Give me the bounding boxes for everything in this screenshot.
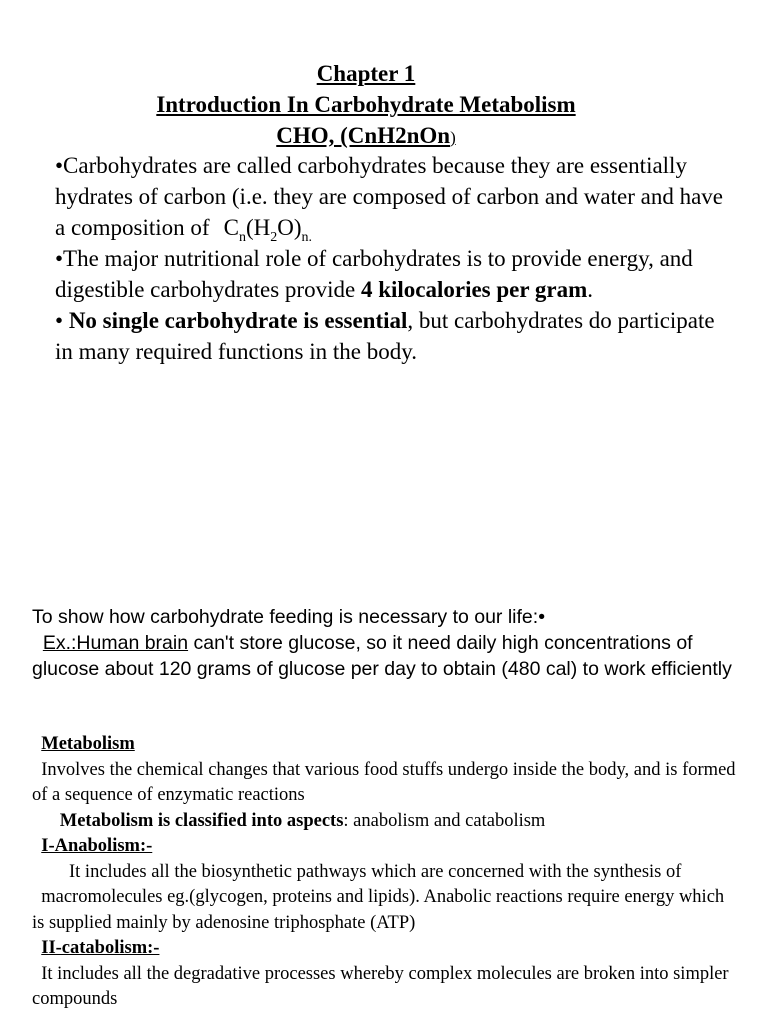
- formula-sub-n-end: n.: [301, 230, 312, 245]
- feeding-section: [32, 604, 732, 682]
- example-label: Ex.:Human brain: [42, 632, 189, 654]
- bullet-3-bold: No single carbohydrate is essential: [68, 308, 408, 333]
- chapter-heading: Chapter 1: [316, 61, 416, 86]
- bullet-not-essential: [55, 305, 725, 367]
- example-text: can't store glucose, so it need daily high concentrations of glucose about 120 grams of glucose per day to obtain (480 cal) to work efficiently: [32, 632, 732, 680]
- bullet-2-bold: 4 kilocalories per gram: [360, 277, 588, 302]
- feeding-example: [32, 630, 732, 682]
- classification-text: : anabolism and catabolism: [343, 810, 546, 831]
- formula-sub-2: 2: [270, 230, 278, 245]
- bullet-2-end: .: [587, 277, 594, 302]
- bullet-section: [55, 150, 725, 367]
- bullet-1-text: •Carbohydrates are called carbohydrates because they are essentially hydrates of carbon (i.e. they are composed of carbon and water and have a composition of: [55, 153, 723, 240]
- anabolism-heading: I-Anabolism:-: [41, 836, 153, 856]
- formula-o: O): [277, 215, 302, 240]
- bullet-nutritional-role: [55, 243, 725, 305]
- feeding-intro: To show how carbohydrate feeding is necessary to our life:•: [32, 606, 546, 628]
- bullet-2-text: •The major nutritional role of carbohydrates is to provide energy, and digestible carbohydrates provide: [55, 246, 693, 302]
- bullet-3-prefix: •: [55, 308, 69, 333]
- metabolism-classification: [32, 809, 737, 835]
- formula-sub-n: n: [238, 230, 246, 245]
- formula-c: C: [223, 215, 239, 240]
- classification-bold: Metabolism is classified into aspects: [59, 810, 344, 831]
- anabolism-line-2: macromolecules eg.(glycogen, proteins and lipids). Anabolic reactions require energy which is supplied mainly by adenosine triphosphate (ATP): [32, 887, 725, 933]
- metabolism-section: [32, 732, 737, 1013]
- metabolism-definition: Involves the chemical changes that various food stuffs undergo inside the body, and is formed of a sequence of enzymatic reactions: [32, 759, 736, 805]
- formula-heading-close: ): [450, 128, 456, 147]
- anabolism-line-1: It includes all the biosynthetic pathways which are concerned with the synthesis of: [69, 861, 682, 882]
- bullet-3-text: , but carbohydrates do participate in many required functions in the body.: [55, 308, 715, 364]
- catabolism-line-1: It includes all the degradative processes whereby complex molecules are broken into simpler compounds: [32, 963, 729, 1009]
- formula-heading: CHO, (CnH2nOn: [276, 123, 451, 148]
- chapter-title: Introduction In Carbohydrate Metabolism: [156, 92, 576, 117]
- metabolism-heading: Metabolism: [41, 734, 135, 754]
- catabolism-heading: II-catabolism:-: [41, 938, 160, 958]
- formula-h: (H: [245, 215, 271, 240]
- bullet-carbohydrate-definition: [55, 150, 725, 243]
- title-block: [0, 58, 732, 153]
